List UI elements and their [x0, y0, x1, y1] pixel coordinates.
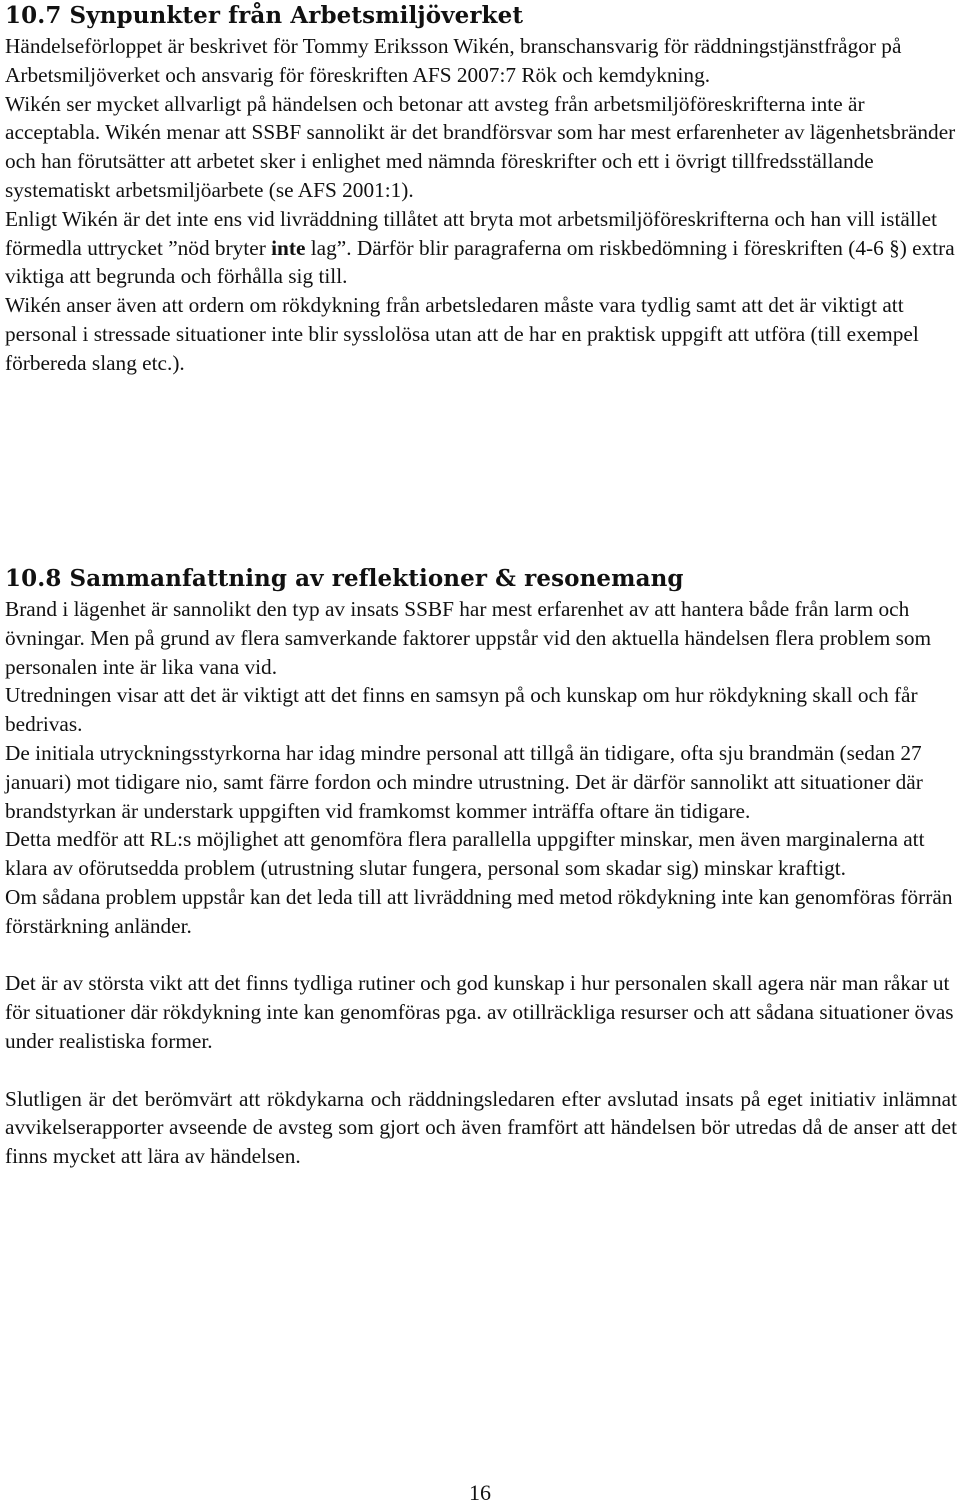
section-number: 10.8: [5, 565, 62, 592]
paragraph-gap: [5, 941, 957, 970]
section-10-8: [5, 563, 957, 1171]
paragraph-text: lag”. Därför blir paragraferna om riskbedömning i föreskriften (4-6 §) extra viktiga att begrunda och förhålla sig till.: [5, 235, 955, 289]
paragraph-gap: [5, 1056, 957, 1085]
paragraph: Wikén ser mycket allvarligt på händelsen och betonar att avsteg från arbetsmiljöföreskrifterna inte är acceptabla. Wikén menar att SSBF sannolikt är det brandförsvar som har mest erfarenheter av lägenhetsbränder och han förutsätter att arbetet sker i enlighet med nämnda föreskrifter och ett i övrigt tillfredsställande systematiskt arbetsmiljöarbete (se AFS 2001:1).: [5, 91, 956, 202]
paragraph: Om sådana problem uppstår kan det leda till att livräddning med metod rökdykning inte kan genomföras förrän förstärkning anländer.: [5, 884, 953, 938]
section-title: Synpunkter från Arbetsmiljöverket: [69, 2, 524, 29]
paragraph: Brand i lägenhet är sannolikt den typ av insats SSBF har mest erfarenhet av att hantera både från larm och övningar. Men på grund av flera samverkande faktorer uppstår vid den aktuella händelsen flera problem som personalen inte är lika vana vid.: [5, 597, 932, 679]
paragraph-text: Enligt Wikén är det inte ens vid livräddning tillåtet att bryta mot arbetsmiljöföreskrifterna och han vill istället förmedla uttrycket ”nöd bryter: [5, 206, 938, 260]
paragraph: Detta medför att RL:s möjlighet att genomföra flera parallella uppgifter minskar, men även marginalerna att klara av oförutsedda problem (utrustning slutar fungera, personal som skadar sig) minskar kraftigt.: [5, 827, 925, 881]
section-number: 10.7: [5, 2, 62, 29]
paragraph: [5, 205, 957, 291]
section-heading: [5, 563, 957, 595]
section-title: Sammanfattning av reflektioner & resonemang: [69, 565, 684, 592]
emphasis-text: inte: [271, 235, 306, 260]
paragraph: De initiala utryckningsstyrkorna har idag mindre personal att tillgå än tidigare, ofta sju brandmän (sedan 27 januari) mot tidigare nio, samt färre fordon och mindre utrustning. Det är därför sannolikt att situationer där brandstyrkan är understark uppgiften vid framkomst kommer inträffa oftare än tidigare.: [5, 740, 923, 823]
paragraph: Utredningen visar att det är viktigt att det finns en samsyn på och kunskap om hur rökdykning skall och får bedrivas.: [5, 683, 918, 737]
paragraph: Slutligen är det berömvärt att rökdykarna och räddningsledaren efter avslutad insats på eget initiativ inlämnat avvikelserapporter avseende de avsteg som gjort och även framfört att händelsen bör utredas då de anser att det finns mycket att lära av händelsen.: [5, 1086, 957, 1169]
section-10-7: [5, 0, 957, 378]
section-heading: [5, 0, 957, 32]
paragraph: Wikén anser även att ordern om rökdykning från arbetsledaren måste vara tydlig samt att det är viktigt att personal i stressade situationer inte blir sysslolösa utan att de har en praktisk uppgift att utföra (till exempel förbereda slang etc.).: [5, 293, 919, 375]
paragraph: Händelseförloppet är beskrivet för Tommy Eriksson Wikén, branschansvarig för räddningstjänstfrågor på Arbetsmiljöverket och ansvarig för föreskriften AFS 2007:7 Rök och kemdykning.: [5, 34, 902, 87]
page-number: 16: [469, 1480, 491, 1505]
paragraph: Det är av största vikt att det finns tydliga rutiner och god kunskap i hur personalen skall agera när man råkar ut för situationer där rökdykning inte kan genomföras pga. av otillräckliga resurser och att sådana situationer övas under realistiska former.: [5, 971, 954, 1053]
